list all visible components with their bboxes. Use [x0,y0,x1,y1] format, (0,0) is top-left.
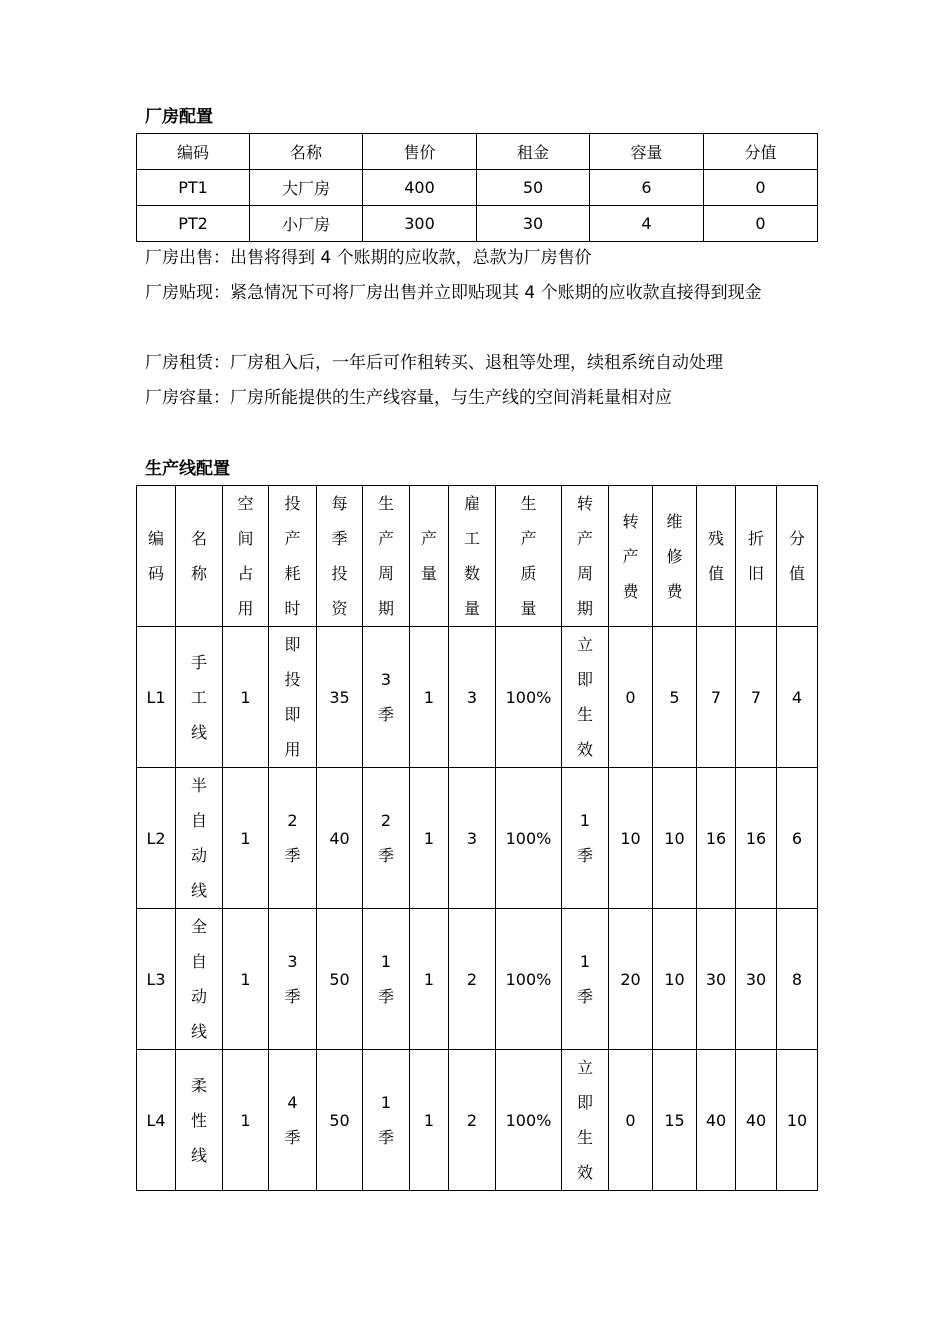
header-cell [496,486,562,627]
table-cell [496,1050,562,1191]
table-cell-text: 10 [664,828,685,848]
table-cell-text: 6 [791,828,803,848]
table-cell-text: 20 [620,969,641,989]
table-cell [736,627,777,768]
table-cell [449,909,496,1050]
table-cell [176,627,223,768]
table-row [137,909,818,1050]
table-cell-text: 0 [625,1110,636,1130]
table-cell-text: 16 [745,828,767,848]
table-cell [223,768,269,909]
table-cell-text: 40 [745,1110,767,1130]
table-cell-text: 半自动线 [190,776,207,900]
table-cell-text: 10 [620,828,641,848]
table-cell-text: 50 [329,969,350,989]
table-cell [317,627,363,768]
table-cell [176,1050,223,1191]
table-cell-text: 1 [240,687,251,707]
table-cell [609,768,653,909]
factory-sale-note: 厂房出售：出售将得到 4 个账期的应收款，总款为厂房售价 [145,248,592,268]
table-cell [496,768,562,909]
header-cell-text: 投产耗时 [284,494,301,618]
table-cell: 0 [704,170,818,206]
header-cell [317,486,363,627]
table-cell-text: 100% [505,1110,552,1130]
table-cell-text: 7 [750,687,762,707]
table-cell-text: 10 [664,969,685,989]
header-cell [697,486,736,627]
table-cell [653,909,697,1050]
table-cell [609,627,653,768]
header-cell [410,486,449,627]
table-cell [223,627,269,768]
table-cell [410,909,449,1050]
table-cell [777,627,818,768]
table-cell-text: 1季 [377,952,394,1006]
table-cell [562,627,609,768]
table-cell [697,627,736,768]
table-cell [777,1050,818,1191]
table-cell: 50 [477,170,590,206]
table-cell [176,909,223,1050]
table-cell: PT1 [137,170,250,206]
table-cell [176,768,223,909]
header-cell: 租金 [477,134,590,170]
table-cell-text: 35 [329,687,350,707]
factory-discount-note: 厂房贴现：紧急情况下可将厂房出售并立即贴现其 4 个账期的应收款直接得到现金 [145,283,762,303]
factory-config-heading: 厂房配置 [145,107,213,127]
table-cell-text: 3 [466,687,478,707]
header-cell-text: 转产费 [622,511,639,601]
table-header-row [137,486,818,627]
table-cell [736,768,777,909]
table-cell [736,1050,777,1191]
header-cell-text: 每季投资 [331,494,348,618]
table-cell-text: 1季 [377,1093,394,1147]
table-cell-text: 7 [710,687,722,707]
table-cell: 6 [590,170,704,206]
table-cell: 大厂房 [250,170,363,206]
header-cell-text: 残值 [707,529,724,583]
header-cell-text: 生产质量 [520,494,537,618]
header-cell [176,486,223,627]
table-cell-text: 1 [423,969,435,989]
table-cell-text: 2季 [377,811,394,865]
table-cell-text: 3季 [284,952,301,1006]
table-cell-text: 即投即用 [284,635,301,759]
header-cell-text: 折旧 [747,529,764,583]
header-cell [736,486,777,627]
table-row [137,768,818,909]
table-cell [449,1050,496,1191]
table-cell-text: 1季 [576,811,593,865]
table-cell [777,768,818,909]
table-cell-text: 50 [329,1110,350,1130]
table-row [137,1050,818,1191]
header-cell [653,486,697,627]
table-cell [496,909,562,1050]
table-cell-text: 40 [329,828,350,848]
table-cell [269,627,317,768]
table-cell-text: 4 [791,687,803,707]
table-cell [562,909,609,1050]
table-cell-text: L1 [146,687,166,707]
table-cell: 0 [704,206,818,242]
header-cell [269,486,317,627]
table-cell-text: 1 [423,828,435,848]
table-cell [410,1050,449,1191]
table-cell [609,909,653,1050]
table-cell [269,1050,317,1191]
header-cell [449,486,496,627]
table-cell-text: 1 [423,687,435,707]
table-cell: 300 [363,206,477,242]
table-cell [736,909,777,1050]
table-cell: PT2 [137,206,250,242]
table-cell [223,909,269,1050]
table-cell [449,768,496,909]
table-cell-text: 1 [240,1110,251,1130]
table-cell-text: 1季 [576,952,593,1006]
table-cell-text: 40 [705,1110,727,1130]
header-cell [223,486,269,627]
table-cell [653,1050,697,1191]
table-row [137,206,818,242]
table-cell [653,627,697,768]
table-cell-text: 3季 [377,670,394,724]
header-cell-text: 生产周期 [377,494,394,618]
table-cell: 400 [363,170,477,206]
table-cell [697,1050,736,1191]
table-cell-text: L4 [146,1110,166,1130]
table-cell-text: L3 [146,969,166,989]
table-cell [449,627,496,768]
table-cell [697,909,736,1050]
table-cell [137,627,176,768]
table-cell [496,627,562,768]
table-row [137,627,818,768]
header-cell: 容量 [590,134,704,170]
header-cell: 分值 [704,134,818,170]
table-cell-text: 30 [705,969,727,989]
table-cell: 4 [590,206,704,242]
header-cell-text: 分值 [788,529,805,583]
table-cell-text: 3 [466,828,478,848]
header-cell-text: 编码 [147,529,164,583]
table-cell-text: 立即生效 [576,1058,593,1182]
factory-capacity-note: 厂房容量：厂房所能提供的生产线容量，与生产线的空间消耗量相对应 [145,388,672,408]
table-cell-text: L2 [146,828,166,848]
table-cell [269,909,317,1050]
factory-lease-note: 厂房租赁：厂房租入后，一年后可作租转买、退租等处理，续租系统自动处理 [145,353,723,373]
header-cell-text: 产量 [420,529,437,583]
header-cell [363,486,410,627]
table-cell [363,768,410,909]
table-cell-text: 立即生效 [576,635,593,759]
table-cell-text: 10 [786,1110,808,1130]
table-cell-text: 16 [705,828,727,848]
table-cell-text: 4季 [284,1093,301,1147]
table-cell-text: 0 [625,687,636,707]
table-cell-text: 手工线 [190,652,207,742]
factory-config-table [136,133,818,242]
table-cell [317,768,363,909]
table-cell: 小厂房 [250,206,363,242]
table-cell-text: 5 [669,687,680,707]
table-cell [410,627,449,768]
table-cell [562,768,609,909]
table-cell-text: 100% [505,969,552,989]
table-cell-text: 1 [240,828,251,848]
table-cell [653,768,697,909]
table-cell [137,909,176,1050]
table-cell [269,768,317,909]
table-cell: 30 [477,206,590,242]
table-cell-text: 1 [423,1110,435,1130]
header-cell [137,486,176,627]
table-cell [223,1050,269,1191]
table-cell [317,1050,363,1191]
header-cell-text: 名称 [190,529,207,583]
table-cell [410,768,449,909]
table-cell [137,1050,176,1191]
table-cell-text: 2季 [284,811,301,865]
table-cell-text: 30 [745,969,767,989]
production-line-config-heading: 生产线配置 [145,459,230,479]
table-cell [363,627,410,768]
header-cell: 编码 [137,134,250,170]
table-cell [363,1050,410,1191]
table-cell-text: 2 [466,1110,478,1130]
header-cell: 名称 [250,134,363,170]
table-row [137,170,818,206]
table-cell [363,909,410,1050]
table-cell-text: 全自动线 [190,917,207,1041]
header-cell-text: 转产周期 [576,494,593,618]
header-cell [562,486,609,627]
header-cell [609,486,653,627]
table-cell-text: 100% [505,828,552,848]
table-cell-text: 15 [664,1110,685,1130]
header-cell-text: 雇工数量 [463,494,480,618]
table-cell-text: 2 [466,969,478,989]
table-cell-text: 100% [505,687,552,707]
table-cell [562,1050,609,1191]
table-cell-text: 1 [240,969,251,989]
table-cell-text: 8 [791,969,803,989]
header-cell [777,486,818,627]
table-cell [777,909,818,1050]
production-line-table [136,485,818,1191]
header-cell: 售价 [363,134,477,170]
table-header-row [137,134,818,170]
table-cell [697,768,736,909]
table-cell [137,768,176,909]
header-cell-text: 空间占用 [237,494,254,618]
table-cell [317,909,363,1050]
table-cell-text: 柔性线 [190,1075,207,1165]
table-cell [609,1050,653,1191]
header-cell-text: 维修费 [666,511,683,601]
